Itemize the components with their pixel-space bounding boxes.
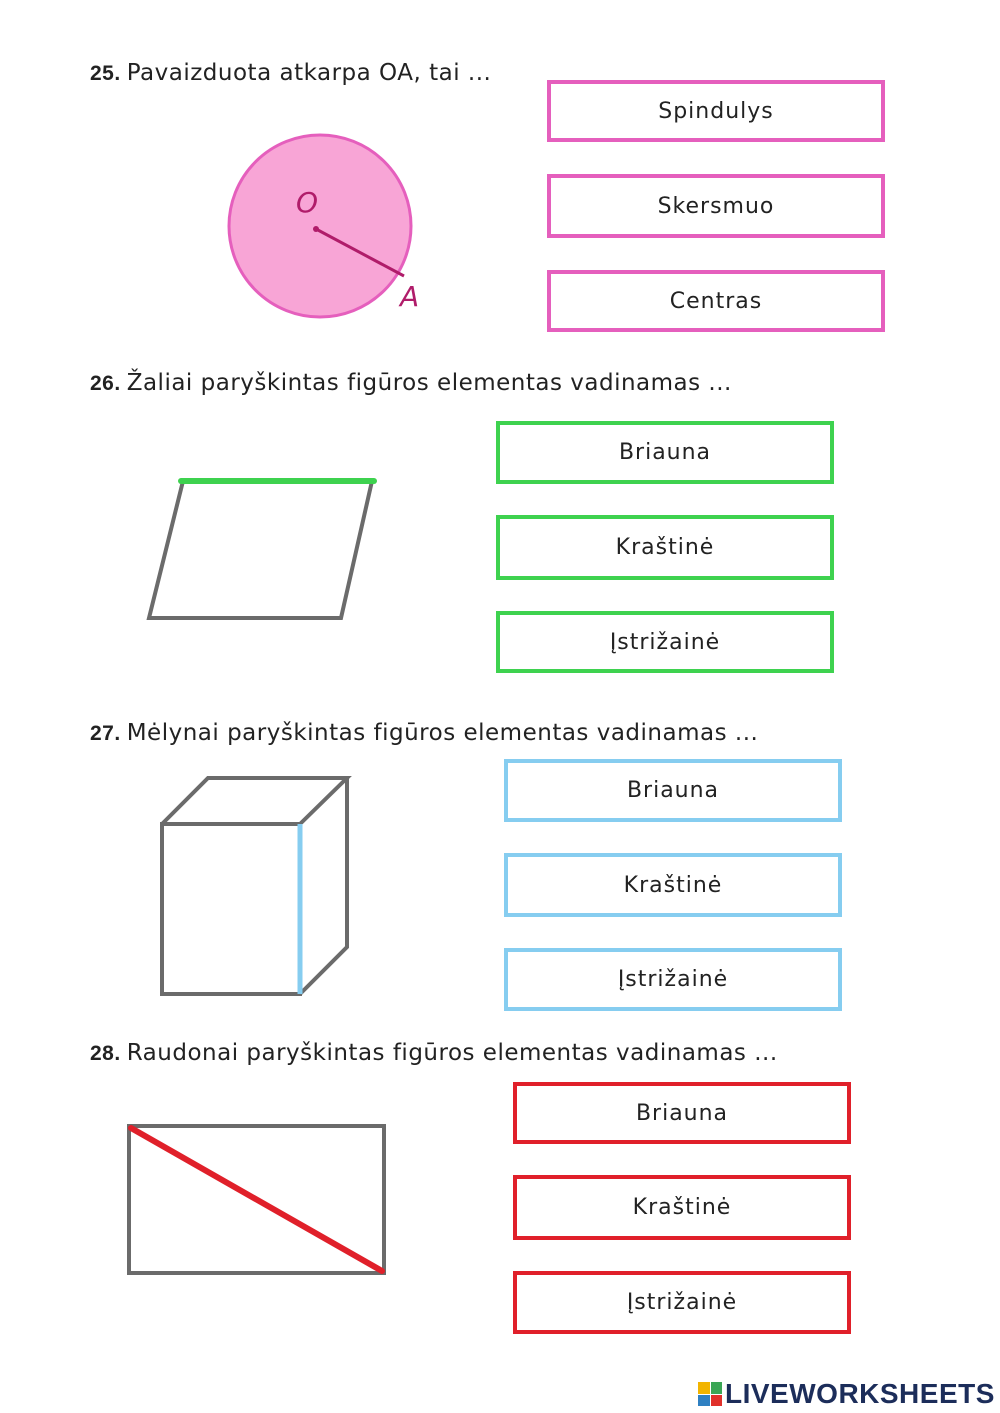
- question-26-title: [90, 370, 732, 396]
- parallelogram-shape: [149, 481, 372, 618]
- option-krastine[interactable]: Kraštinė: [496, 515, 834, 580]
- cube-top-face: [162, 778, 347, 824]
- option-skersmuo[interactable]: Skersmuo: [547, 174, 885, 238]
- option-istrizaine[interactable]: Įstrižainė: [504, 948, 842, 1011]
- cube-front-face: [162, 824, 300, 994]
- rectangle-figure: [120, 1118, 395, 1283]
- option-briauna[interactable]: Briauna: [513, 1082, 851, 1144]
- center-label: O: [296, 186, 319, 219]
- logo-text: LIVEWORKSHEETS: [725, 1378, 995, 1409]
- question-number: 28.: [90, 1042, 121, 1065]
- highlighted-diagonal: [131, 1128, 382, 1271]
- question-text: Pavaizduota atkarpa OA, tai ...: [126, 60, 492, 86]
- center-point: [313, 226, 319, 232]
- option-briauna[interactable]: Briauna: [496, 421, 834, 484]
- question-27-title: [90, 720, 758, 746]
- question-number: 27.: [90, 722, 121, 745]
- option-krastine[interactable]: Kraštinė: [504, 853, 842, 917]
- cube-figure: [150, 770, 360, 1005]
- option-centras[interactable]: Centras: [547, 270, 885, 332]
- option-briauna[interactable]: Briauna: [504, 759, 842, 822]
- question-text: Žaliai paryškintas figūros elementas vadinamas ...: [126, 370, 732, 396]
- question-number: 26.: [90, 372, 121, 395]
- option-istrizaine[interactable]: Įstrižainė: [496, 611, 834, 673]
- parallelogram-figure: [140, 470, 385, 630]
- question-number: 25.: [90, 62, 121, 85]
- point-label: A: [400, 280, 420, 313]
- option-spindulys[interactable]: Spindulys: [547, 80, 885, 142]
- liveworksheets-logo: [698, 1378, 995, 1410]
- option-krastine[interactable]: Kraštinė: [513, 1175, 851, 1240]
- question-28-title: [90, 1040, 778, 1066]
- option-istrizaine[interactable]: Įstrižainė: [513, 1271, 851, 1334]
- liveworksheets-logo-icon: [698, 1382, 722, 1406]
- circle-figure: [220, 128, 430, 328]
- circle-shape: [229, 135, 411, 317]
- question-text: Mėlynai paryškintas figūros elementas vadinamas ...: [126, 720, 759, 746]
- question-25-title: [90, 60, 491, 86]
- cube-side-face: [300, 778, 347, 994]
- question-text: Raudonai paryškintas figūros elementas vadinamas ...: [126, 1040, 778, 1066]
